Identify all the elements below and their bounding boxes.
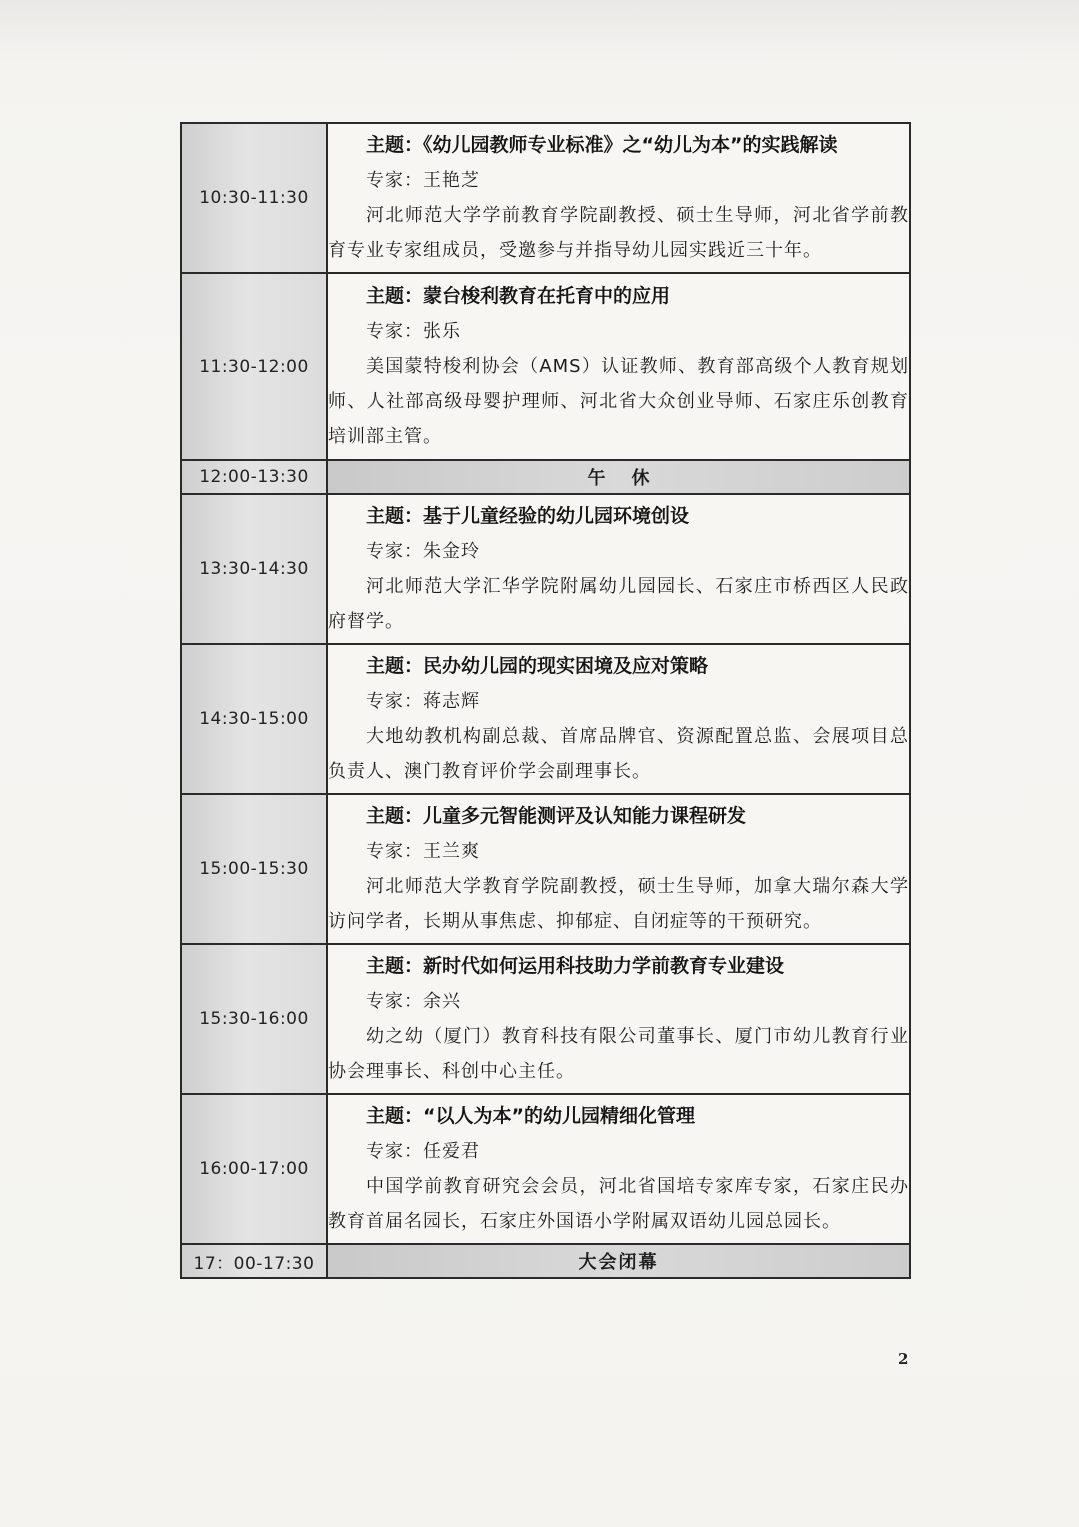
session-content: [327, 1094, 910, 1244]
session-expert: 专家：余兴: [366, 991, 461, 1012]
session-expert: 专家：王兰爽: [366, 841, 480, 862]
session-topic: 主题：民办幼儿园的现实困境及应对策略: [366, 655, 709, 677]
break-row: [181, 460, 910, 494]
time-cell: 10:30-11:30: [181, 123, 327, 273]
schedule-row: [181, 1094, 910, 1244]
schedule-row: [181, 644, 910, 794]
page-number: 2: [898, 1350, 909, 1368]
session-expert-bio: 河北师范大学汇华学院附属幼儿园园长、石家庄市桥西区人民政府督学。: [328, 576, 909, 632]
session-expert: 专家：朱金玲: [366, 541, 480, 562]
time-cell: 12:00-13:30: [181, 460, 327, 494]
session-topic: 主题：“以人为本”的幼儿园精细化管理: [366, 1105, 695, 1127]
time-cell: 14:30-15:00: [181, 644, 327, 794]
session-topic: 主题：新时代如何运用科技助力学前教育专业建设: [366, 955, 785, 977]
schedule-row: [181, 944, 910, 1094]
schedule-row: [181, 123, 910, 273]
time-cell: 15:30-16:00: [181, 944, 327, 1094]
closing-cell: 大会闭幕: [327, 1244, 910, 1278]
break-row: [181, 1244, 910, 1278]
session-expert: 专家：张乐: [366, 321, 461, 342]
lunch-break-label: 午休: [587, 468, 676, 489]
time-cell: 11:30-12:00: [181, 273, 327, 460]
session-content: [327, 273, 910, 460]
schedule-row: [181, 494, 910, 644]
session-content: [327, 944, 910, 1094]
time-cell: 15:00-15:30: [181, 794, 327, 944]
time-cell: 17：00-17:30: [181, 1244, 327, 1278]
session-expert: 专家：蒋志辉: [366, 691, 480, 712]
schedule-table: [180, 122, 911, 1279]
session-expert: 专家：王艳芝: [366, 170, 480, 191]
time-cell: 13:30-14:30: [181, 494, 327, 644]
session-expert-bio: 幼之幼（厦门）教育科技有限公司董事长、厦门市幼儿教育行业协会理事长、科创中心主任。: [328, 1026, 909, 1082]
session-expert-bio: 河北师范大学学前教育学院副教授、硕士生导师，河北省学前教育专业专家组成员，受邀参与并指导幼儿园实践近三十年。: [328, 205, 909, 261]
session-topic: 主题：基于儿童经验的幼儿园环境创设: [366, 505, 690, 527]
session-expert-bio: 河北师范大学教育学院副教授，硕士生导师，加拿大瑞尔森大学访问学者，长期从事焦虑、抑郁症、自闭症等的干预研究。: [328, 876, 909, 932]
session-expert-bio: 大地幼教机构副总裁、首席品牌官、资源配置总监、会展项目总负责人、澳门教育评价学会副理事长。: [328, 726, 909, 782]
break-cell: [327, 460, 910, 494]
session-content: [327, 644, 910, 794]
session-topic: 主题：蒙台梭利教育在托育中的应用: [366, 285, 671, 307]
session-expert-bio: 美国蒙特梭利协会（AMS）认证教师、教育部高级个人教育规划师、人社部高级母婴护理师、河北省大众创业导师、石家庄乐创教育培训部主管。: [328, 356, 909, 447]
session-expert-bio: 中国学前教育研究会会员，河北省国培专家库专家，石家庄民办教育首届名园长，石家庄外国语小学附属双语幼儿园总园长。: [328, 1176, 909, 1232]
schedule-row: [181, 794, 910, 944]
schedule-row: [181, 273, 910, 460]
session-topic: 主题：《幼儿园教师专业标准》之“幼儿为本”的实践解读: [366, 134, 838, 156]
time-cell: 16:00-17:00: [181, 1094, 327, 1244]
session-content: [327, 494, 910, 644]
session-topic: 主题：儿童多元智能测评及认知能力课程研发: [366, 805, 747, 827]
session-content: [327, 123, 910, 273]
session-content: [327, 794, 910, 944]
session-expert: 专家：任爱君: [366, 1141, 480, 1162]
